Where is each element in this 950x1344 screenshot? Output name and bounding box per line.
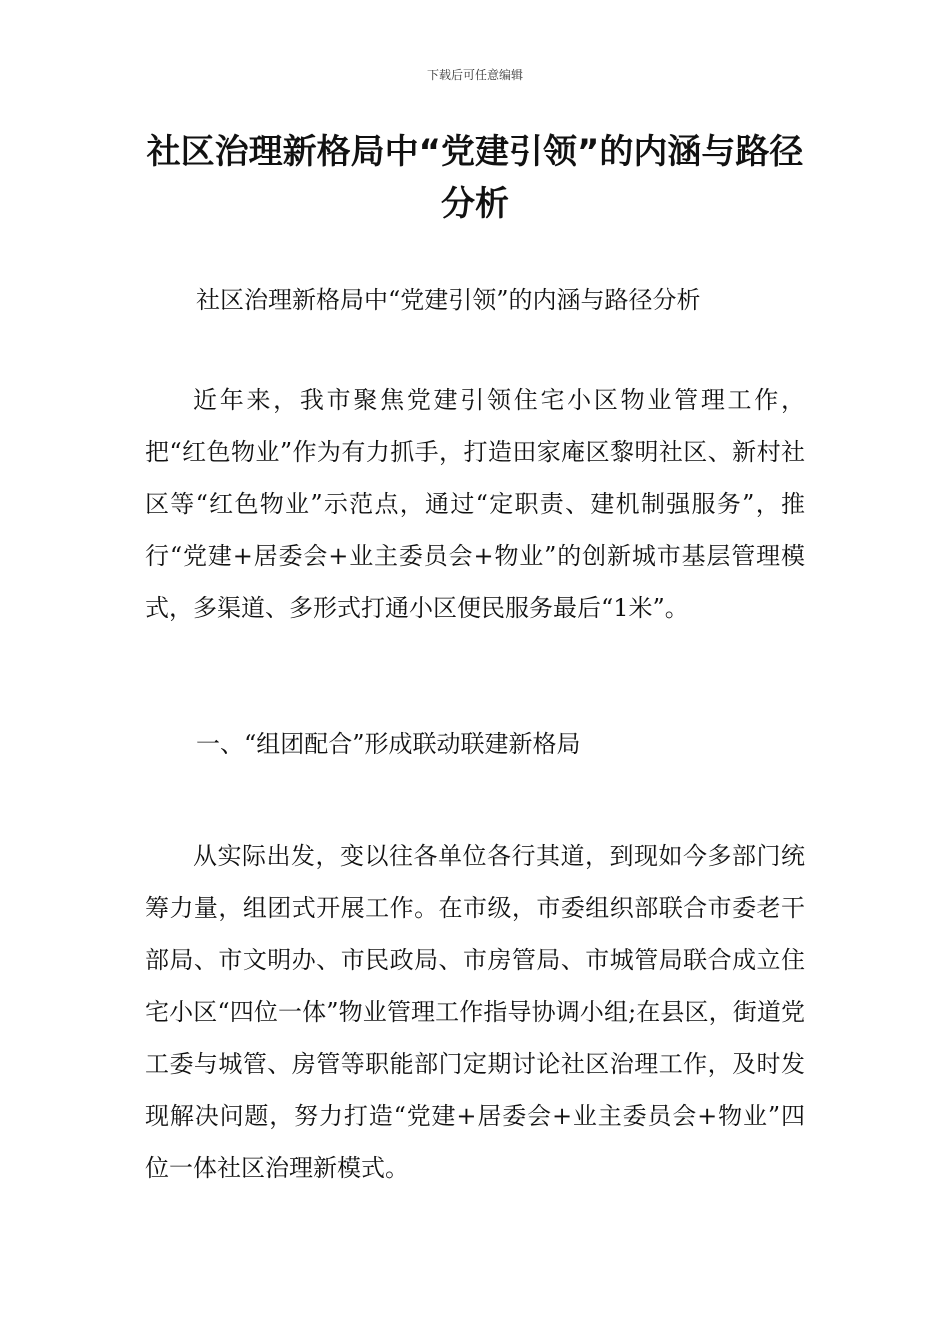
body-paragraph: 从实际出发，变以往各单位各行其道，到现如今多部门统筹力量，组团式开展工作。在市级，市委组织部联合市委老干部局、市文明办、市民政局、市房管局、市城管局联合成立住宅小区“四位一体”物业管理工作指导协调小组;在县区，街道党工委与城管、房管等职能部门定期讨论社区治理工作，及时发现解决问题，努力打造“党建+居委会+业主委员会+物业”四位一体社区治理新模式。 xyxy=(145,842,805,1182)
header-note: 下载后可任意编辑 xyxy=(426,68,523,82)
section-heading: 一、“组团配合”形成联动联建新格局 xyxy=(196,730,581,758)
document-title: 社区治理新格局中“党建引领”的内涵与路径分析 xyxy=(146,132,804,224)
document-subtitle: 社区治理新格局中“党建引领”的内涵与路径分析 xyxy=(196,286,701,314)
intro-paragraph: 近年来，我市聚焦党建引领住宅小区物业管理工作，把“红色物业”作为有力抓手，打造田家庵区黎明社区、新村社区等“红色物业”示范点，通过“定职责、建机制强服务”，推行“党建+居委会+业主委员会+物业”的创新城市基层管理模式，多渠道、多形式打通小区便民服务最后“1米”。 xyxy=(145,386,805,622)
